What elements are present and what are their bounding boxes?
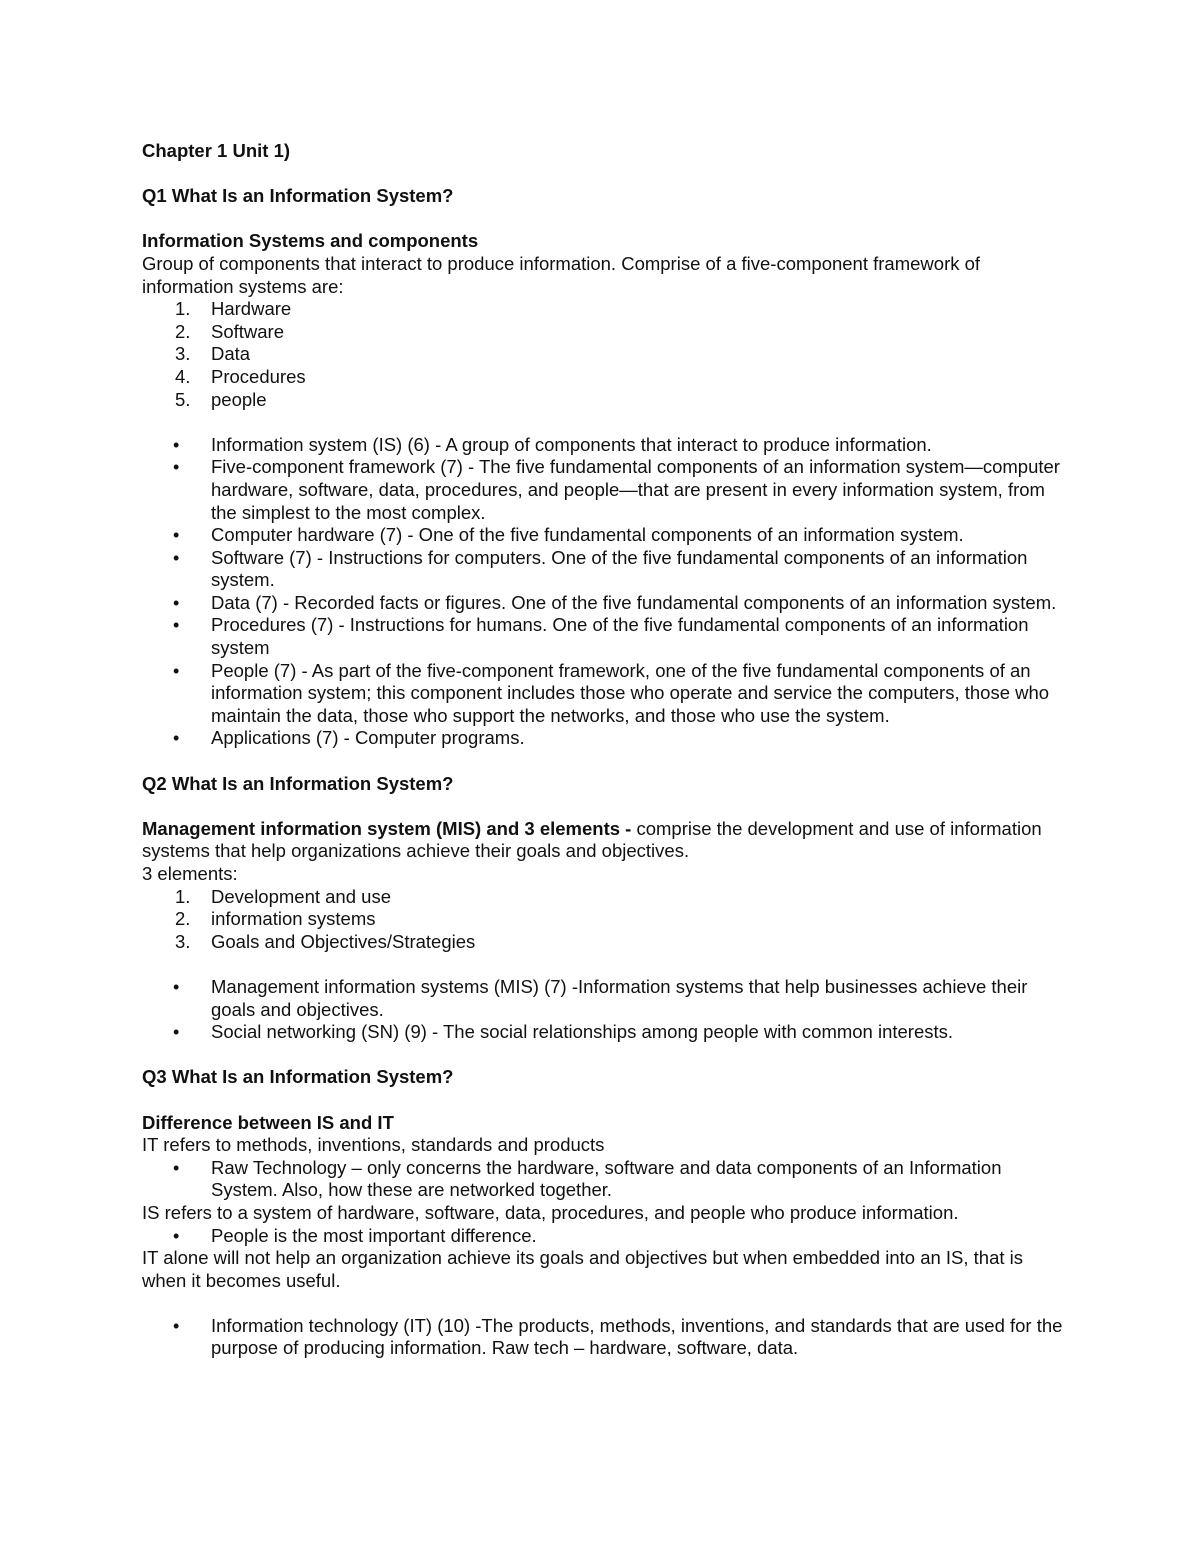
list-item: • Data (7) - Recorded facts or figures. One of the five fundamental components of an information system. <box>173 591 1057 613</box>
list-item: • Management information systems (MIS) (7) -Information systems that help businesses achieve their goals and objectives. <box>173 975 1028 1020</box>
bullet-icon: • <box>173 1022 180 1043</box>
q2-heading: Q2 What Is an Information System? <box>142 772 454 794</box>
q1-numbered-list <box>142 298 1072 411</box>
list-item: • Raw Technology – only concerns the hardware, software and data components of an Information System. Also, how these are networked together. <box>173 1156 1002 1201</box>
bullet-icon: • <box>173 525 180 546</box>
list-item: • People (7) - As part of the five-component framework, one of the five fundamental components of an information system; this component includes those who operate and service the computers, those who maintain the data, those who support the networks, and those who use the system. <box>173 659 1050 726</box>
list-item: 3. Data <box>175 343 251 365</box>
q3-heading: Q3 What Is an Information System? <box>142 1066 454 1088</box>
list-item: • Social networking (SN) (9) - The social relationships among people with common interests. <box>173 1021 954 1043</box>
list-item: • Applications (7) - Computer programs. <box>173 727 525 749</box>
bullet-icon: • <box>173 615 180 636</box>
list-item: • Five-component framework (7) - The five fundamental components of an information system—computer hardware, software, data, procedures, and people—that are present in every information system, from the simplest to the most complex. <box>173 456 1060 523</box>
bullet-icon: • <box>173 1225 180 1246</box>
q1-heading: Q1 What Is an Information System? <box>142 185 454 207</box>
q3-is-bullet-list <box>142 1225 1072 1248</box>
q3-is-line: IS refers to a system of hardware, software, data, procedures, and people who produce information. <box>142 1201 959 1223</box>
bullet-icon: • <box>173 547 180 568</box>
document-page <box>142 140 1072 1360</box>
list-item: • Information system (IS) (6) - A group of components that interact to produce information. <box>173 433 932 455</box>
q1-intro: Group of components that interact to produce information. Comprise of a five-component framework of information systems are: <box>142 252 981 297</box>
chapter-title: Chapter 1 Unit 1) <box>142 140 291 161</box>
q2-elements-label: 3 elements: <box>142 863 238 884</box>
list-item: 2. information systems <box>175 908 376 930</box>
bullet-icon: • <box>173 457 180 478</box>
bullet-icon: • <box>173 1157 180 1178</box>
list-item: 2. Software <box>175 320 285 342</box>
list-item: • Procedures (7) - Instructions for humans. One of the five fundamental components of an information system <box>173 614 1029 659</box>
bullet-icon: • <box>173 728 180 749</box>
list-item: • Information technology (IT) (10) -The products, methods, inventions, and standards that are used for the purpose of producing information. Raw tech – hardware, software, data. <box>173 1314 1063 1359</box>
list-item: 1. Hardware <box>175 298 292 320</box>
q3-it-line: IT refers to methods, inventions, standards and products <box>142 1134 605 1156</box>
bullet-icon: • <box>173 976 180 997</box>
q2-subheading: Management information system (MIS) and 3 elements - comprise the development and use of information systems that help organizations achieve their goals and objectives. <box>142 817 1042 862</box>
q3-subheading: Difference between IS and IT <box>142 1111 394 1133</box>
list-item: • Computer hardware (7) - One of the five fundamental components of an information system. <box>173 524 964 546</box>
list-item: 1. Development and use <box>175 885 391 907</box>
bullet-icon: • <box>173 434 180 455</box>
q1-subheading: Information Systems and components <box>142 230 479 252</box>
bullet-icon: • <box>173 660 180 681</box>
list-item: • Software (7) - Instructions for computers. One of the five fundamental components of an information system. <box>173 546 1028 591</box>
bullet-icon: • <box>173 592 180 613</box>
list-item: • People is the most important difference. <box>173 1224 537 1246</box>
list-item: 5. people <box>175 388 267 410</box>
q1-bullet-list <box>142 434 1072 750</box>
q3-conclusion: IT alone will not help an organization achieve its goals and objectives but when embedded into an IS, that is when it becomes useful. <box>142 1247 1024 1291</box>
bullet-icon: • <box>173 1315 180 1336</box>
q2-numbered-list <box>142 886 1072 954</box>
q2-bullet-list <box>142 976 1072 1044</box>
q3-it-bullet-list <box>142 1157 1072 1202</box>
list-item: 4. Procedures <box>175 365 306 387</box>
q3-final-bullet-list <box>142 1315 1072 1360</box>
list-item: 3. Goals and Objectives/Strategies <box>175 930 476 952</box>
